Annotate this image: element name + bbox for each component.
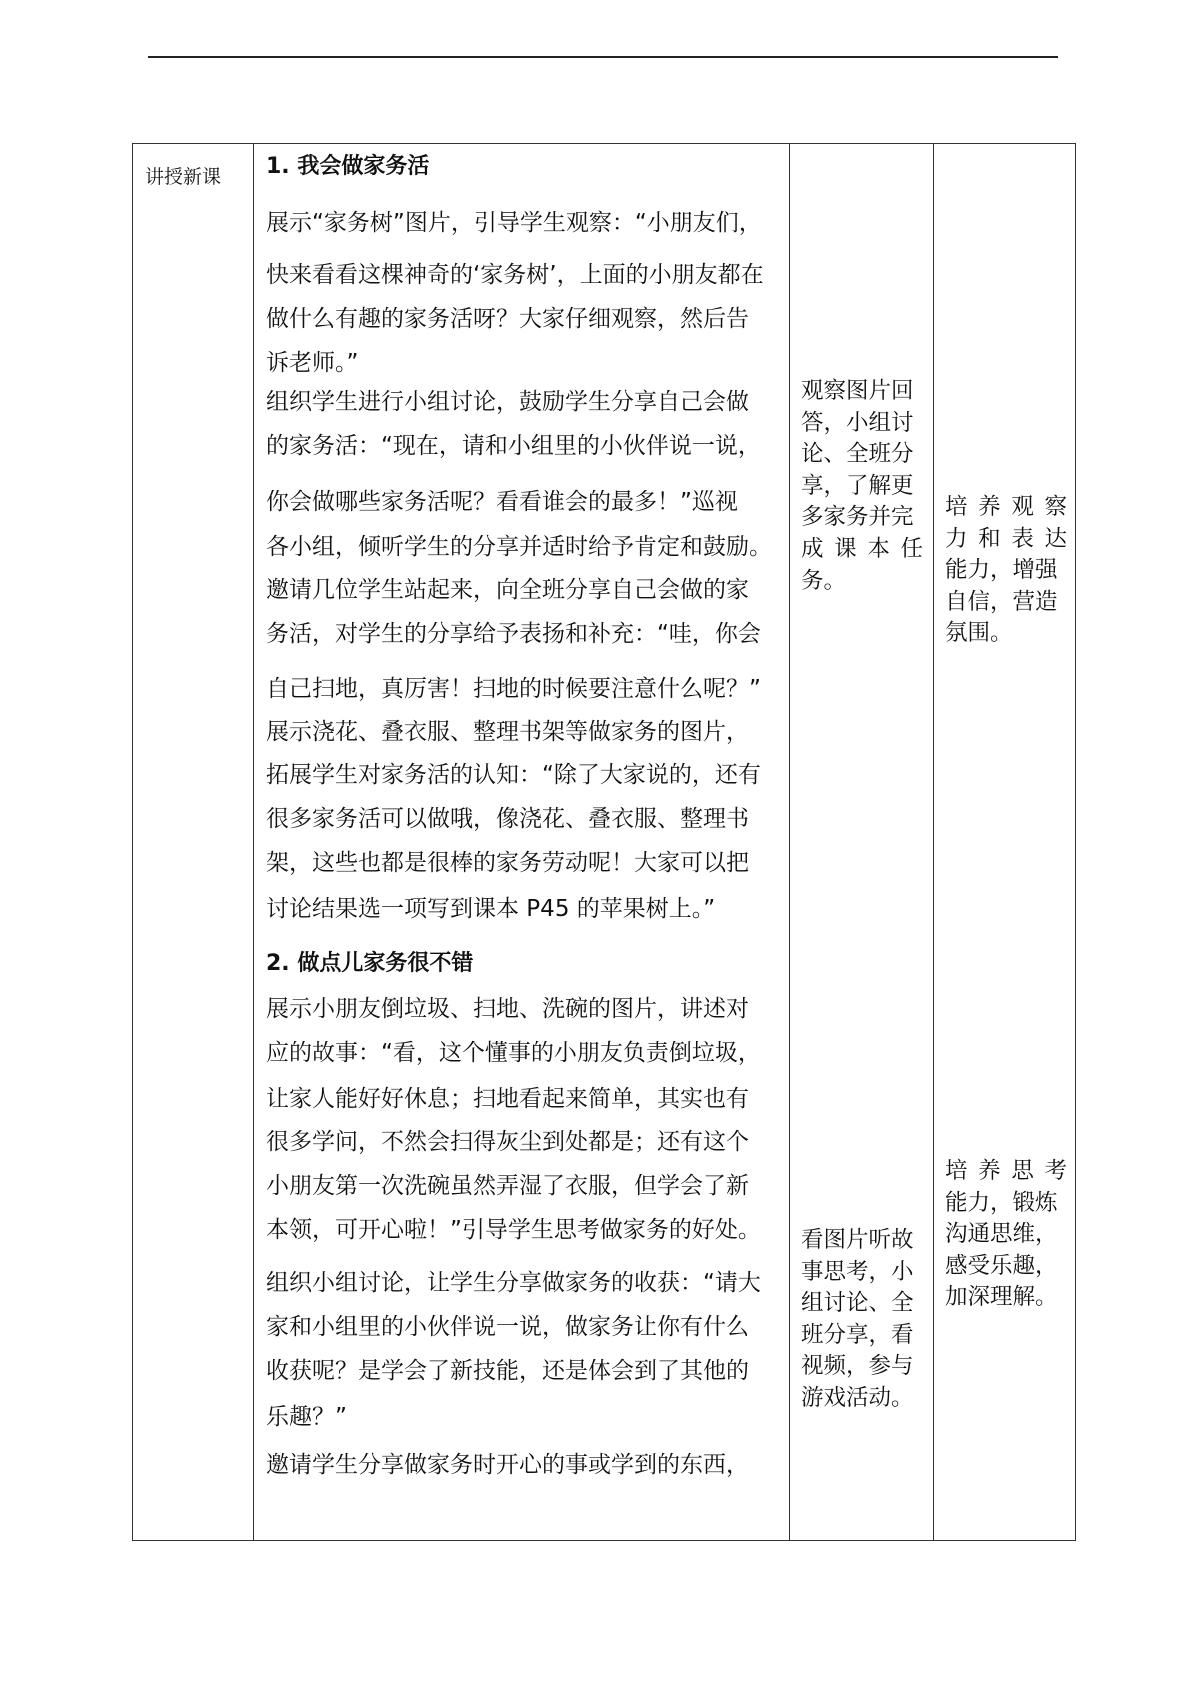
- cell-text-line: 成课本任: [801, 535, 923, 562]
- cell-text-line: 享，了解更: [801, 472, 914, 499]
- content-line: 本领，可开心啦！”引导学生思考做家务的好处。: [266, 1217, 761, 1243]
- cell-text-line: 感受乐趣，: [945, 1252, 1058, 1279]
- content-line: 家和小组里的小伙伴说一说，做家务让你有什么: [266, 1314, 749, 1340]
- cell-text-line: 力和表达: [945, 525, 1067, 552]
- cell-text-line: 视频，参与: [801, 1353, 914, 1380]
- content-line: 乐趣？”: [266, 1404, 347, 1430]
- content-line: 讨论结果选一项写到课本 P45 的苹果树上。”: [266, 896, 716, 922]
- content-line: 邀请几位学生站起来，向全班分享自己会做的家: [266, 577, 749, 603]
- cell-text-line: 游戏活动。: [801, 1384, 914, 1411]
- table-row: [133, 144, 1076, 1541]
- design-purpose-1: [945, 492, 1067, 650]
- cell-text-line: 论、全班分: [801, 441, 914, 468]
- student-activity-1: [801, 376, 923, 597]
- content-line: 你会做哪些家务活呢？看看谁会的最多！”巡视: [266, 489, 738, 515]
- content-line: 展示“家务树”图片，引导学生观察：“小朋友们，: [266, 210, 762, 236]
- cell-text-line: 看图片听故: [801, 1227, 914, 1253]
- student-activity-cell: [790, 144, 934, 1541]
- cell-text-line: 氛围。: [945, 620, 1013, 647]
- content-line: 架，这些也都是很棒的家务劳动呢！大家可以把: [266, 850, 749, 876]
- content-line: 做什么有趣的家务活呀？大家仔细观察，然后告: [266, 306, 749, 332]
- content-line: 很多学问，不然会扫得灰尘到处都是；还有这个: [266, 1129, 749, 1155]
- cell-text-line: 事思考，小: [801, 1258, 914, 1285]
- cell-text-line: 务。: [801, 567, 847, 594]
- content-line: 各小组，倾听学生的分享并适时给予肯定和鼓励。: [266, 534, 772, 560]
- content-line: 组织学生进行小组讨论，鼓励学生分享自己会做: [266, 389, 749, 415]
- cell-text-line: 能力，锻炼: [945, 1189, 1058, 1216]
- content-line: 快来看看这棵神奇的‘家务树’，上面的小朋友都在: [266, 262, 764, 288]
- content-line: 展示小朋友倒垃圾、扫地、洗碗的图片，讲述对: [266, 996, 749, 1022]
- content-line: 拓展学生对家务活的认知：“除了大家说的，还有: [266, 762, 761, 788]
- stage-cell: [133, 144, 254, 1541]
- content-line: 自己扫地，真厉害！扫地的时候要注意什么呢？”: [266, 676, 761, 702]
- content-line: 让家人能好好休息；扫地看起来简单，其实也有: [266, 1086, 749, 1112]
- cell-text-line: 答，小组讨: [801, 409, 914, 436]
- design-purpose-cell: [934, 144, 1076, 1541]
- cell-text-line: 培养思考: [945, 1158, 1067, 1184]
- cell-text-line: 多家务并完: [801, 504, 914, 531]
- student-activity-2: [801, 1225, 923, 1415]
- content-line: 诉老师。”: [266, 350, 359, 376]
- content-line: 很多家务活可以做哦，像浇花、叠衣服、整理书: [266, 806, 749, 832]
- section-heading: 2. 做点儿家务很不错: [266, 951, 474, 976]
- cell-text-line: 加深理解。: [945, 1284, 1058, 1311]
- cell-text-line: 自信，营造: [945, 588, 1058, 615]
- teaching-content: [254, 144, 789, 1540]
- content-line: 收获呢？是学会了新技能，还是体会到了其他的: [266, 1358, 749, 1384]
- cell-text-line: 班分享，看: [801, 1321, 914, 1348]
- stage-label: 讲授新课: [145, 166, 222, 188]
- content-line: 展示浇花、叠衣服、整理书架等做家务的图片，: [266, 719, 749, 745]
- cell-text-line: 沟通思维，: [945, 1221, 1058, 1248]
- content-line: 的家务活：“现在，请和小组里的小伙伴说一说，: [266, 433, 761, 459]
- cell-text-line: 组讨论、全: [801, 1290, 914, 1317]
- content-line: 务活，对学生的分享给予表扬和补充：“哇，你会: [266, 621, 761, 647]
- cell-text-line: 观察图片回: [801, 378, 914, 404]
- content-line: 组织小组讨论，让学生分享做家务的收获：“请大: [266, 1270, 761, 1296]
- cell-text-line: 培养观察: [945, 494, 1067, 520]
- content-line: 小朋友第一次洗碗虽然弄湿了衣服，但学会了新: [266, 1173, 749, 1199]
- cell-text-line: 能力，增强: [945, 557, 1058, 584]
- content-line: 应的故事：“看，这个懂事的小朋友负责倒垃圾，: [266, 1040, 761, 1066]
- design-purpose-2: [945, 1156, 1067, 1314]
- header-rule: [148, 56, 1058, 58]
- lesson-plan-table: [132, 143, 1076, 1541]
- content-line: 邀请学生分享做家务时开心的事或学到的东西，: [266, 1452, 749, 1478]
- section-heading: 1. 我会做家务活: [266, 154, 430, 179]
- content-cell: [254, 144, 790, 1541]
